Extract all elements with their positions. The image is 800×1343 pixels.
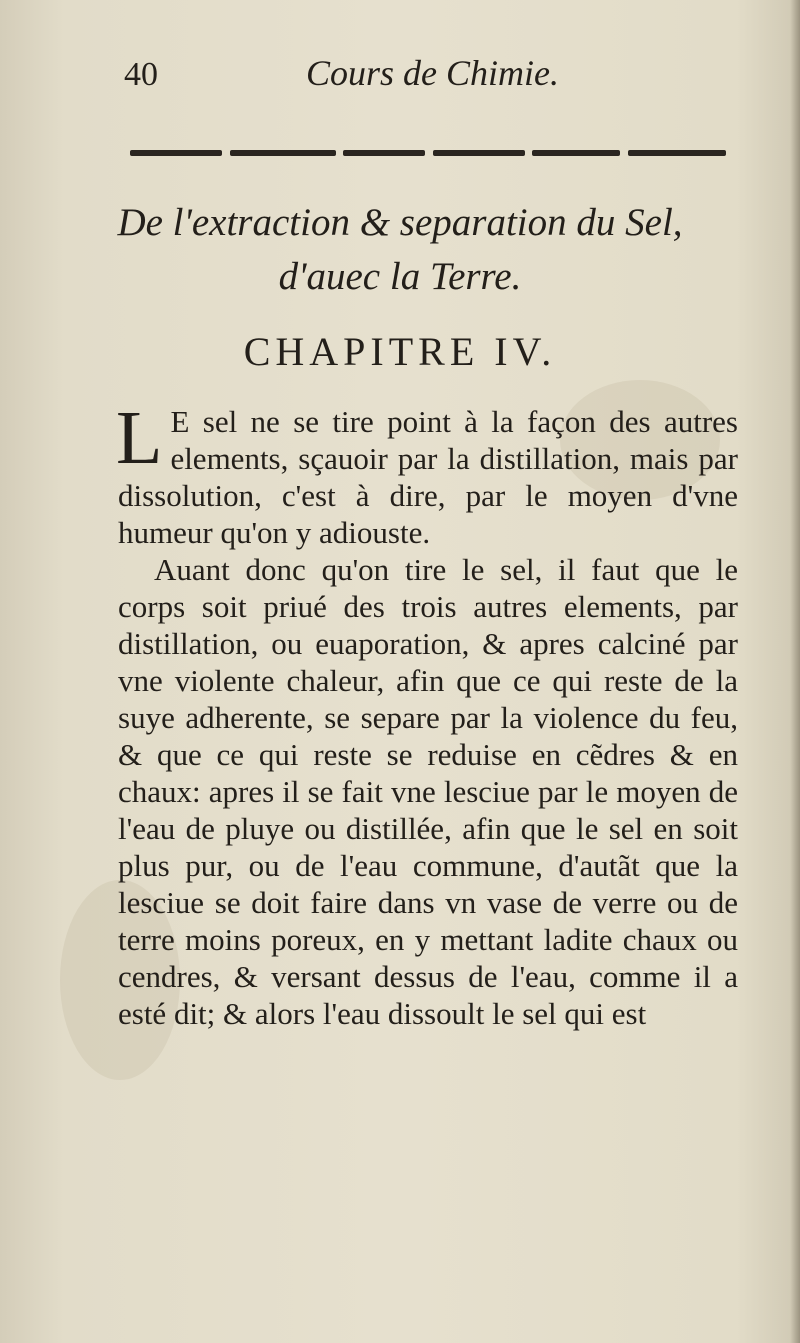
- drop-cap: L: [116, 396, 163, 480]
- section-title-line-1: De l'extraction & separation du Sel,: [117, 201, 683, 244]
- section-title-line-2: d'auec la Terre.: [278, 255, 522, 298]
- section-title: [0, 196, 800, 304]
- ornamental-rule: [130, 150, 726, 157]
- chapter-heading: CHAPITRE IV.: [243, 329, 557, 374]
- page-header: [0, 52, 800, 102]
- paragraph-1: [116, 396, 738, 551]
- paragraph-2: Auant donc qu'on tire le sel, il faut que le corps soit priué des trois autres elements, par distillation, ou euaporation, & apres calciné par vne violente chaleur, afin que ce qui reste de la suye adherente, se separe par la violence du feu, & que ce qui reste se reduise en cẽdres & en chaux: apres il se fait vne lesciue par le moyen de l'eau de pluye ou distillée, afin que le sel en soit plus pur, ou de l'eau commune, d'autãt que la lesciue se doit faire dans vn vase de verre ou de terre moins poreux, en y mettant ladite chaux ou cendres, & versant dessus de l'eau, comme il a esté dit; & alors l'eau dissoult le sel qui est: [118, 552, 738, 1031]
- page-number: 40: [124, 56, 158, 93]
- running-head: Cours de Chimie.: [306, 53, 560, 93]
- body-text: [116, 396, 738, 1063]
- paragraph-1-text: E sel ne se tire point à la façon des autres elements, sçauoir par la distillation, mais par dissolution, c'est à dire, par le moyen d'vne humeur qu'on y adiouste.: [118, 404, 738, 550]
